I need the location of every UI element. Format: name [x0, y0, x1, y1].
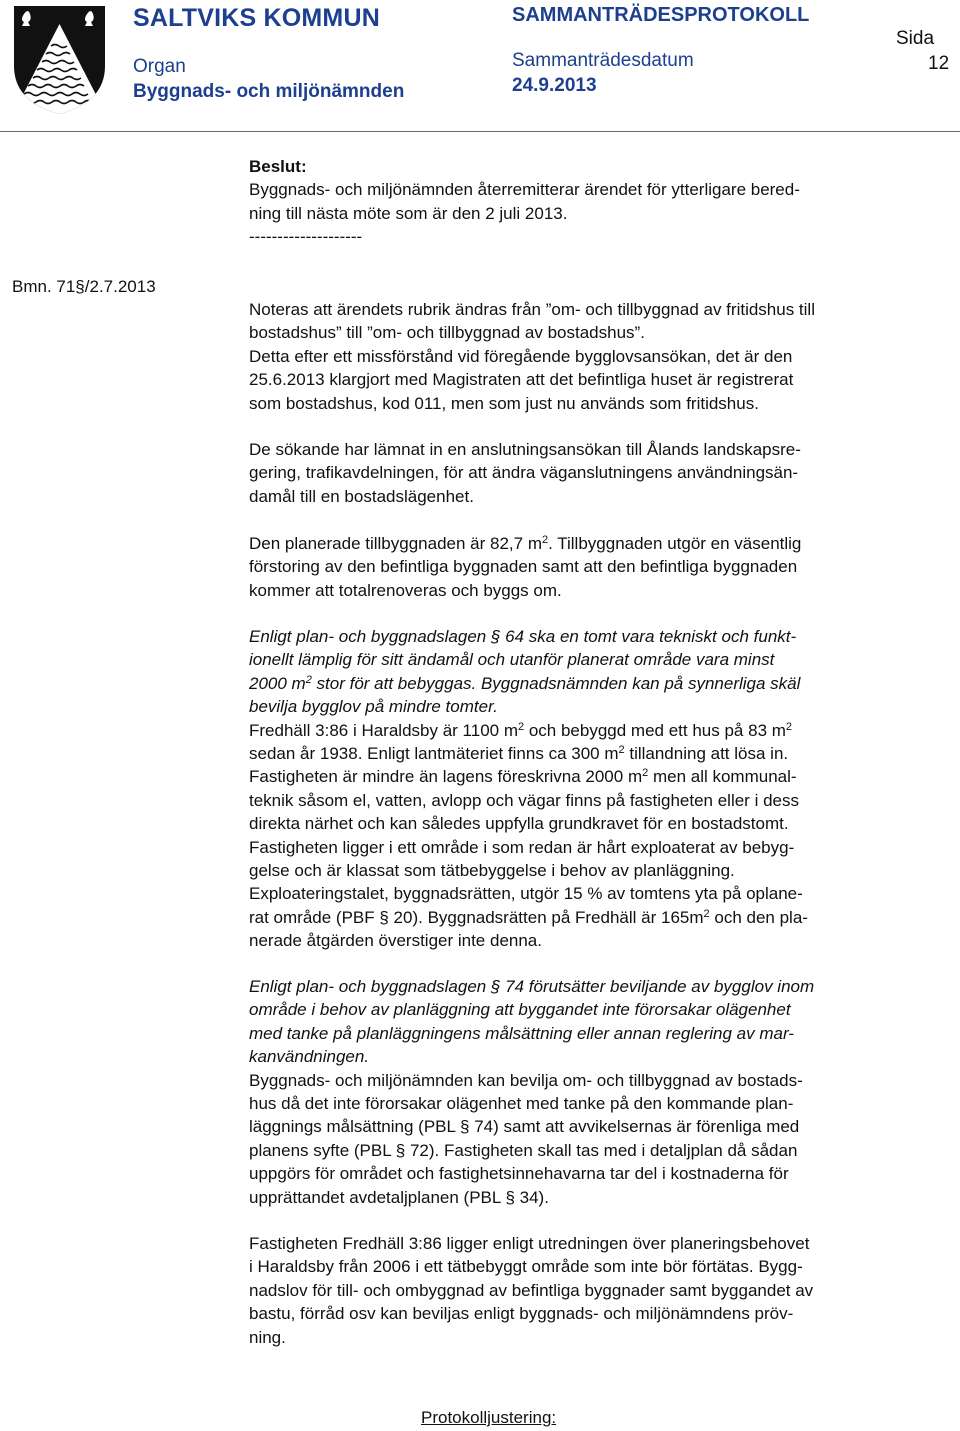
paragraph-4-text-3: sedan år 1938. Enligt lantmäteriet finns ca 300 m [249, 744, 619, 764]
paragraph-4-text-4: tillandning att lösa in. Fastigheten är mindre än lagens föreskrivna 2000 m [249, 744, 789, 787]
page-number: 12 [928, 53, 950, 74]
decision-text: Byggnads- och miljönämnden återremitterar ärendet för ytterligare bered- ning till nästa möte som är den 2 juli 2013. [249, 180, 800, 223]
organ-label: Organ [133, 56, 186, 77]
paragraph-5 [249, 975, 949, 1209]
document-type: SAMMANTRÄDESPROTOKOLL [512, 4, 810, 26]
paragraph-4-text-2: och bebyggd med ett hus på 83 m [524, 720, 786, 740]
superscript: 2 [518, 720, 525, 733]
paragraph-5-text: Byggnads- och miljönämnden kan bevilja om- och tillbyggnad av bostads- hus då det inte förorsakar olägenhet med tanke på den kommande plan- läggnings målsättning (PBL § 74) samt att avvikelsernas är förenliga med planens syfte (PBL § 72). Fastigheten skall tas med i detaljplan då sådan uppgörs för området och fastighetsinnehavarna tar del i kostnaderna för upprättandet avdetaljplanen (PBL § 34). [249, 1070, 803, 1207]
paragraph-1-text: Noteras att ärendets rubrik ändras från ”om- och tillbyggnad av fritidshus till bostadshus” till ”om- och tillbyggnad av bostadshus”. Detta efter ett missförstånd vid föregående bygglovsansökan, det är den 25.6.2013 klargjort med Magistraten att det befintliga huset är registrerat som bostadshus, kod 011, men som just nu används som fritidshus. [249, 300, 815, 413]
paragraph-3 [249, 532, 949, 602]
paragraph-4-text-6: och den pla- nerade åtgärden överstiger inte denna. [249, 907, 808, 951]
paragraph-4 [249, 625, 949, 953]
paragraph-6 [249, 1232, 949, 1349]
paragraph-4-text-1: Fredhäll 3:86 i Haraldsby är 1100 m [249, 720, 518, 740]
superscript: 2 [618, 744, 625, 757]
paragraph-4-italic-a: Enligt plan- och byggnadslagen § 64 ska en tomt vara tekniskt och funkt- ionellt lämplig för sitt ändamål och utanför planerat område vara minst 2000 m [249, 627, 797, 693]
meeting-reference: Bmn. 71§/2.7.2013 [12, 277, 156, 296]
municipality-crest-icon [12, 4, 107, 116]
paragraph-1 [249, 298, 949, 415]
paragraph-6-text: Fastigheten Fredhäll 3:86 ligger enligt utredningen över planeringsbehovet i Haraldsby från 2006 i ett tätbebyggt område som inte bör förtätas. Bygg- nadslov för till- och ombyggnad av befintliga byggnader samt byggandet av bastu, förråd osv kan beviljas enligt byggnads- och miljönämndens pröv- ning. [249, 1234, 814, 1347]
paragraph-4-italic-b: stor för att bebyggas. Byggnadsnämnden kan på synnerliga skäl bevilja bygglov på mindre tomter. [249, 673, 801, 717]
date-value: 24.9.2013 [512, 75, 597, 96]
superscript: 2 [703, 907, 710, 920]
paragraph-4-text-5: men all kommunal- teknik såsom el, vatten, avlopp och vägar finns på fastigheten eller i dess direkta närhet och kan således uppfylla grundkravet för en bostadstomt. Fastigheten ligger i ett område i som redan är hårt exploaterat av bebyg- gelse och är klassat som tätbebyggelse i behov av planläggning. Exploateringstalet, byggnadsrätten, utgör 15 % av tomtens yta på oplane- rat område (PBF § 20). Byggnadsrätten på Fredhäll är 165m [249, 767, 803, 927]
organ-value: Byggnads- och miljönämnden [133, 81, 405, 102]
decision-heading: Beslut: [249, 157, 307, 176]
paragraph-3-text-a: Den planerade tillbyggnaden är 82,7 m [249, 534, 542, 553]
paragraph-3-text-b: . Tillbyggnaden utgör en väsentlig förstoring av den befintliga byggnaden samt att den befintliga byggnaden kommer att totalrenoveras och byggs om. [249, 534, 802, 600]
paragraph-2-text: De sökande har lämnat in en anslutningsansökan till Ålands landskapsre- gering, trafikavdelningen, för att ändra väganslutningens användningsän- damål till en bostadslägenhet. [249, 440, 801, 506]
minutes-verification-label: Protokolljustering: [421, 1408, 557, 1427]
date-label: Sammanträdesdatum [512, 50, 694, 71]
superscript: 2 [541, 534, 549, 546]
municipality-name: SALTVIKS KOMMUN [133, 4, 380, 32]
superscript: 2 [785, 720, 793, 733]
superscript: 2 [642, 767, 649, 780]
decision-section [249, 155, 949, 249]
paragraph-2 [249, 438, 949, 508]
paragraph-5-italic: Enligt plan- och byggnadslagen § 74 förutsätter beviljande av bygglov inom område i behov av planläggning att byggandet inte förorsakar olägenhet med tanke på planläggningens målsättning eller annan reglering av mar- kanvändningen. [249, 977, 815, 1067]
header-divider [0, 131, 960, 132]
decision-separator: -------------------- [249, 227, 363, 247]
superscript: 2 [305, 673, 312, 686]
page-label: Sida [896, 28, 935, 49]
